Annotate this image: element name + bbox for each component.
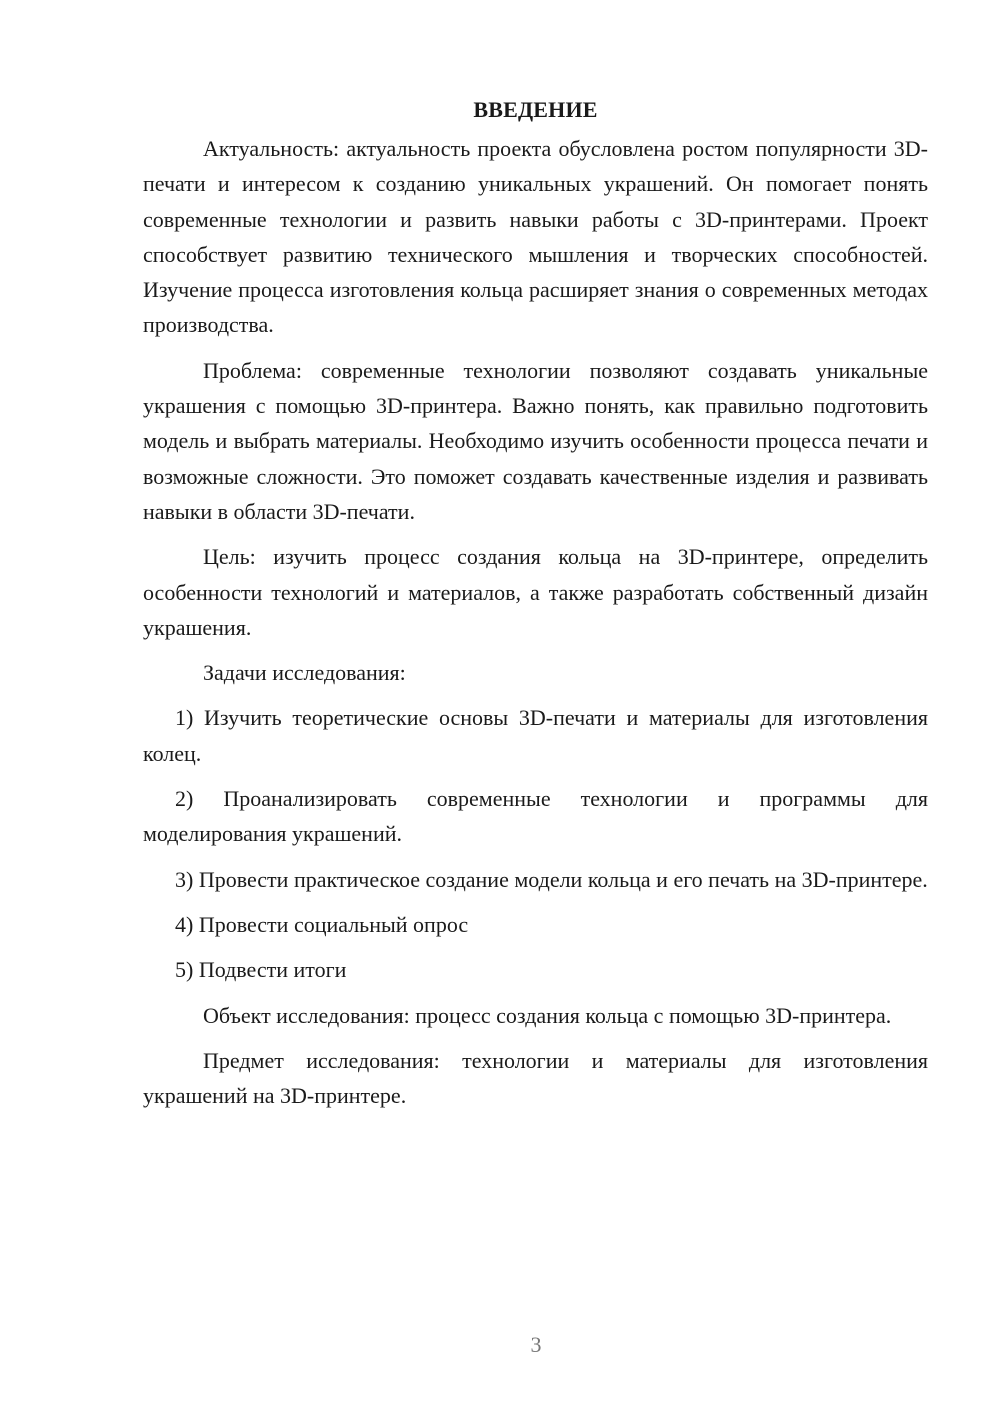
relevance-paragraph: Актуальность: актуальность проекта обусловлена ростом популярности 3D-печати и интересом к созданию уникальных украшений. Он помогает понять современные технологии и развить навыки работы с 3D-принтерами. Проект способствует развитию технического мышления и творческих способностей. Изучение процесса изготовления кольца расширяет знания о современных методах производства. (143, 136, 928, 338)
page-number: 3 (530, 1332, 542, 1357)
list-item: 2) Проанализировать современные технологии и программы для моделирования украшений. (143, 786, 928, 847)
list-item: 3) Провести практическое создание модели кольца и его печать на 3D-принтере. (175, 866, 928, 892)
problem-paragraph: Проблема: современные технологии позволяют создавать уникальные украшения с помощью 3D-принтера. Важно понять, как правильно подготовить модель и выбрать материалы. Необходимо изучить особенности процесса печати и возможные сложности. Это поможет создавать качественные изделия и развивать навыки в области 3D-печати. (143, 357, 928, 524)
object-paragraph: Объект исследования: процесс создания кольца с помощью 3D-принтера. (203, 1002, 892, 1028)
goal-paragraph: Цель: изучить процесс создания кольца на 3D-принтере, определить особенности технологий и материалов, а также разработать собственный дизайн украшения. (143, 544, 928, 640)
section-heading: ВВЕДЕНИЕ (473, 97, 598, 122)
list-item: 1) Изучить теоретические основы 3D-печати и материалы для изготовления колец. (143, 705, 928, 766)
subject-paragraph: Предмет исследования: технологии и материалы для изготовления украшений на 3D-принтере. (143, 1047, 928, 1109)
tasks-intro: Задачи исследования: (203, 660, 406, 686)
document-page (143, 92, 928, 1123)
list-item: 5) Подвести итоги (175, 957, 347, 983)
tasks-list (143, 700, 928, 987)
list-item: 4) Провести социальный опрос (175, 911, 469, 937)
